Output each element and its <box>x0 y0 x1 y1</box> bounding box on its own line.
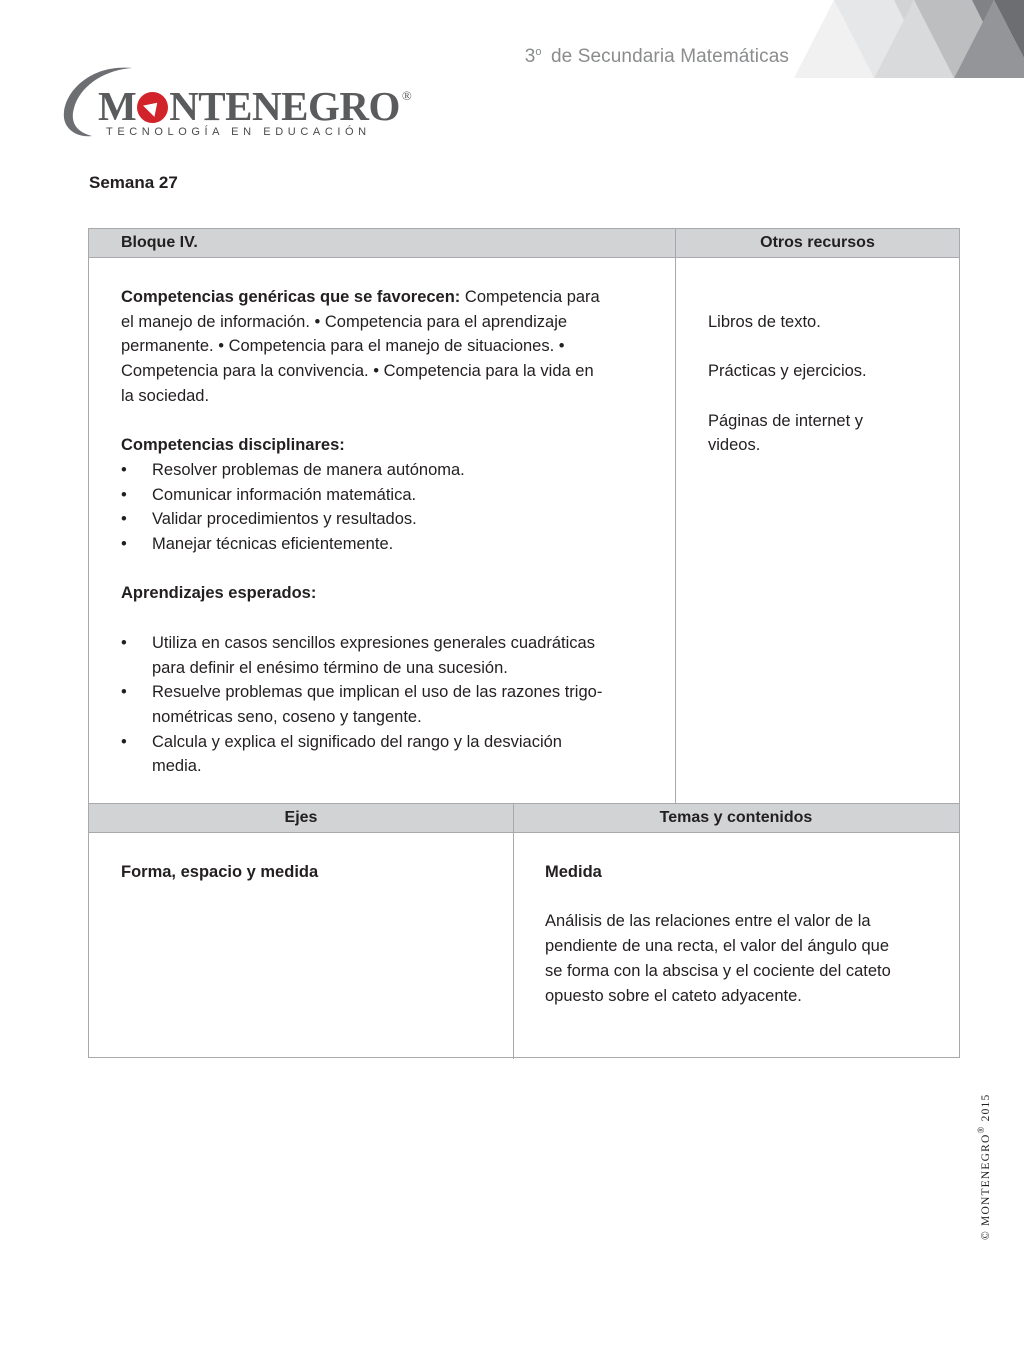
column-divider-bottom <box>513 804 514 1059</box>
ejes-header-label: Ejes <box>284 809 318 826</box>
recurso-item: Prácticas y ejercicios. <box>708 362 867 381</box>
list-item <box>121 730 661 779</box>
logo-registered-mark: ® <box>401 88 412 103</box>
corner-triangle-decoration <box>794 0 1024 78</box>
logo-arrow-icon <box>137 92 168 123</box>
plan-table <box>88 228 960 1058</box>
list-item-text: Resolver problemas de manera autónoma. <box>152 460 465 479</box>
copyright-registered: ® <box>976 1125 986 1134</box>
list-item <box>121 507 661 532</box>
tema-title: Medida <box>545 863 602 881</box>
tema-description <box>545 909 945 1008</box>
list-item-text: Comunicar información matemática. <box>152 485 417 504</box>
subject-label: de Secundaria Matemáticas <box>550 46 789 67</box>
competencias-disciplinares-list <box>121 458 661 557</box>
bullet-icon: • <box>121 535 127 554</box>
list-item-text: nométricas seno, coseno y tangente. <box>152 707 422 726</box>
copyright-year: 2015 <box>979 1093 992 1122</box>
logo-tagline: TECNOLOGÍA EN EDUCACIÓN <box>106 126 371 138</box>
competencias-genericas-line: Competencia para la convivencia. • Competencia para la vida en <box>121 362 594 381</box>
copyright-notice <box>976 1080 996 1240</box>
list-item-text: Calcula y explica el significado del rango y la desviación <box>152 732 562 751</box>
recurso-item: Páginas de internet y <box>708 411 864 430</box>
temas-header-label: Temas y contenidos <box>659 809 813 826</box>
list-item <box>121 631 661 680</box>
competencias-disciplinares-label: Competencias disciplinares: <box>121 436 345 455</box>
copyright-symbol: © <box>979 1230 992 1240</box>
eje-value: Forma, espacio y medida <box>121 863 319 881</box>
grade-number: 3 <box>524 46 536 67</box>
copyright-brand: MONTENEGRO <box>979 1133 992 1226</box>
tema-line: opuesto sobre el cateto adyacente. <box>545 986 802 1005</box>
list-item-text: para definir el enésimo término de una sucesión. <box>152 658 508 677</box>
bullet-icon: • <box>121 732 127 751</box>
otros-recursos-header <box>676 229 959 258</box>
otros-recursos-header-label: Otros recursos <box>760 234 875 251</box>
week-title: Semana 27 <box>89 173 178 192</box>
competencias-genericas-line: Competencia para <box>460 288 600 306</box>
tema-line: pendiente de una recta, el valor del ángulo que <box>545 937 890 956</box>
recurso-item: videos. <box>708 436 761 455</box>
bloque-header <box>89 229 676 258</box>
temas-content <box>545 860 945 1008</box>
bullet-icon: • <box>121 485 127 504</box>
otros-recursos-content <box>708 310 948 458</box>
list-item-text: Utiliza en casos sencillos expresiones generales cuadráticas <box>152 633 595 652</box>
logo-letter-m: M <box>98 83 137 129</box>
list-item <box>121 458 661 483</box>
temas-header <box>513 804 959 833</box>
list-item <box>121 532 661 557</box>
competencias-genericas-line: permanente. • Competencia para el manejo de situaciones. • <box>121 337 565 356</box>
copyright-text <box>976 1094 992 1240</box>
bloque-content <box>121 285 661 779</box>
bullet-icon: • <box>121 683 127 702</box>
column-divider-top <box>675 229 676 803</box>
competencias-genericas-line: la sociedad. <box>121 386 210 405</box>
bullet-icon: • <box>121 510 127 529</box>
montenegro-logo <box>62 62 412 144</box>
ejes-header <box>89 804 513 833</box>
ejes-content <box>121 860 501 885</box>
list-item <box>121 483 661 508</box>
grade-ordinal: o <box>535 46 542 58</box>
logo-name-rest: NTENEGRO <box>169 83 400 129</box>
list-item-text: Manejar técnicas eficientemente. <box>152 535 394 554</box>
list-item <box>121 680 661 729</box>
bullet-icon: • <box>121 633 127 652</box>
bloque-header-label: Bloque IV. <box>121 234 198 251</box>
recurso-item: Libros de texto. <box>708 313 821 331</box>
aprendizajes-label: Aprendizajes esperados: <box>121 584 317 603</box>
tema-line: Análisis de las relaciones entre el valor de la <box>545 912 871 931</box>
competencias-genericas-label: Competencias genéricas que se favorecen: <box>121 288 461 306</box>
competencias-genericas-line: el manejo de información. • Competencia para el aprendizaje <box>121 312 568 331</box>
tema-line: se forma con la abscisa y el cociente del cateto <box>545 961 891 980</box>
bullet-icon: • <box>121 460 127 479</box>
aprendizajes-list <box>121 631 661 779</box>
list-item-text: Validar procedimientos y resultados. <box>152 510 417 529</box>
competencias-genericas <box>121 285 661 409</box>
list-item-text: Resuelve problemas que implican el uso de las razones trigo- <box>152 683 603 702</box>
logo-wordmark <box>98 82 411 130</box>
subject-heading <box>525 46 789 68</box>
list-item-text: media. <box>152 757 202 776</box>
